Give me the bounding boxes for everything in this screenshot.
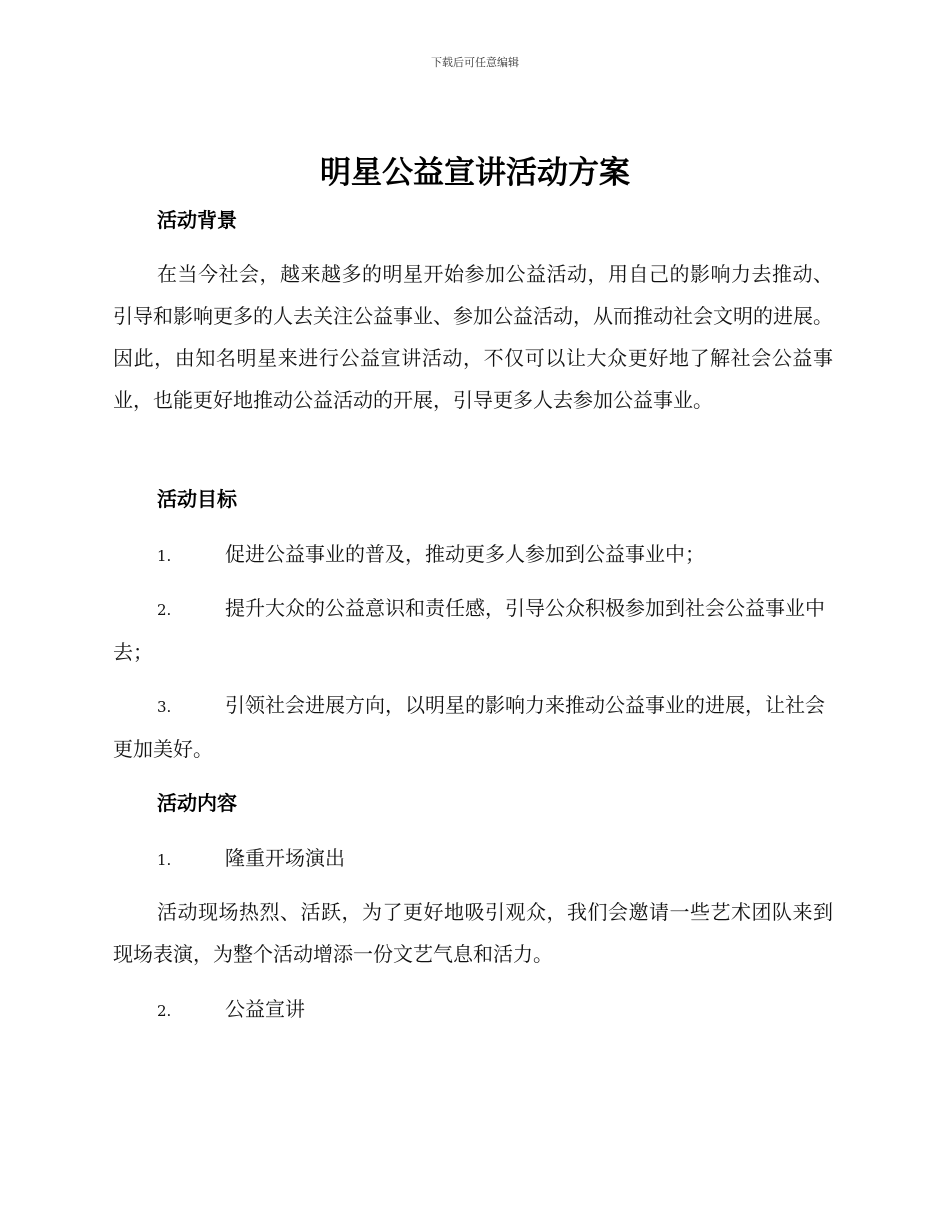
goal-item-number: 3. <box>157 698 172 716</box>
content-item-number: 2. <box>157 1002 172 1020</box>
goal-item-number: 2. <box>157 601 172 619</box>
goal-item-text: 提升大众的公益意识和责任感，引导公众积极参加到社会公益事业中去； <box>113 596 825 664</box>
content-item <box>113 837 833 881</box>
goal-item-text: 促进公益事业的普及，推动更多人参加到公益事业中； <box>225 542 705 566</box>
content-item-text: 隆重开场演出 <box>225 846 345 870</box>
goal-item <box>113 533 833 577</box>
background-paragraph: 在当今社会，越来越多的明星开始参加公益活动，用自己的影响力去推动、引导和影响更多的人去关注公益事业、参加公益活动，从而推动社会文明的进展。因此，由知名明星来进行公益宣讲活动，不仅可以让大众更好地了解社会公益事业，也能更好地推动公益活动的开展，引导更多人去参加公益事业。 <box>113 262 833 412</box>
goal-item-number: 1. <box>157 547 172 565</box>
document-title: 明星公益宣讲活动方案 <box>320 155 630 191</box>
section-heading-background: 活动背景 <box>157 208 237 232</box>
section-heading-goals: 活动目标 <box>157 487 237 511</box>
content-item-text: 公益宣讲 <box>225 997 305 1021</box>
goal-item <box>113 587 833 673</box>
section-heading-content: 活动内容 <box>157 791 237 815</box>
content-item-number: 1. <box>157 851 172 869</box>
goal-item <box>113 684 833 770</box>
header-note: 下载后可任意编辑 <box>431 56 519 69</box>
content-paragraph: 活动现场热烈、活跃，为了更好地吸引观众，我们会邀请一些艺术团队来到现场表演，为整个活动增添一份文艺气息和活力。 <box>113 900 833 966</box>
goal-item-text: 引领社会进展方向，以明星的影响力来推动公益事业的进展，让社会更加美好。 <box>113 693 825 761</box>
content-item <box>113 988 833 1032</box>
